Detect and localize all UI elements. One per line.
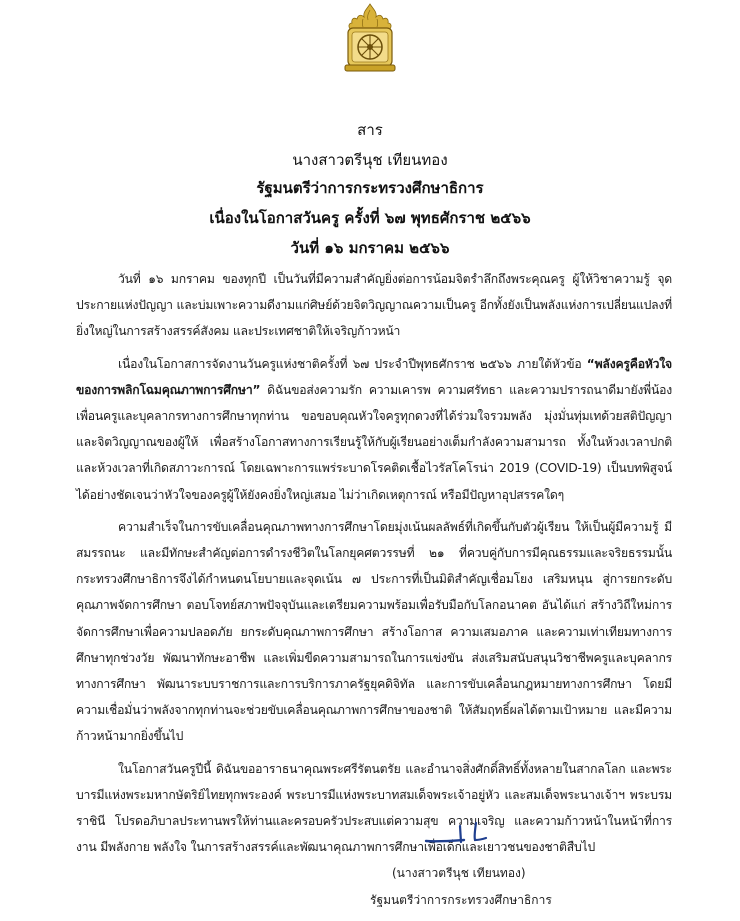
sender-name: นางสาวตรีนุช เทียนทอง [292, 151, 448, 169]
paragraph-2-rest: ดิฉันขอส่งความรัก ความเคารพ ความศรัทธา และความปรารถนาดีมายังพี่น้องเพื่อนครูและบุคลากรทางการศึกษาทุกท่าน ขอขอบคุณหัวใจครูทุกดวงที่ได้ร่วมใจรวมพลัง มุ่งมั่นทุ่มเทด้วยสติปัญญาและจิตวิญญาณของผู้ให้ เพื่อสร้างโอกาสทางการเรียนรู้ให้กับผู้เรียนอย่างเต็มกำลังความสามารถ ทั้งในห้วงเวลาปกติและห้วงเวลาที่เกิดสภาวะการณ์ โดยเฉพาะการแพร่ระบาดโรคติดเชื้อไวรัสโคโรน่า 2019 (COVID-19) เป็นบทพิสูจน์ได้อย่างชัดเจนว่าหัวใจของครูผู้ให้ยังคงยิ่งใหญ่เสมอ ไม่ว่าเกิดเหตุการณ์ หรือมีปัญหาอุปสรรคใดๆ [76, 382, 672, 502]
date-line: วันที่ ๑๖ มกราคม ๒๕๖๖ [290, 239, 450, 257]
paragraph-3: ความสำเร็จในการขับเคลื่อนคุณภาพทางการศึกษาโดยมุ่งเน้นผลลัพธ์ที่เกิดขึ้นกับตัวผู้เรียน ให้เป็นผู้มีความรู้ มีสมรรถนะ และมีทักษะสำคัญต่อการดำรงชีวิตในโลกยุคศตวรรษที่ ๒๑ ที่ควบคู่กับการมีคุณธรรมและจริยธรรมนั้น กระทรวงศึกษาธิการจึงได้กำหนดนโยบายและจุดเน้น ๗ ประการที่เป็นมิติสำคัญเชื่อมโยง เสริมหนุน สู่การยกระดับคุณภาพจัดการศึกษา ตอบโจทย์สภาพปัจจุบันและเตรียมความพร้อมเพื่อรับมือกับโลกอนาคต อันได้แก่ สร้างวิถีใหม่การจัดการศึกษาเพื่อความปลอดภัย ยกระดับคุณภาพการศึกษา สร้างโอกาส ความเสมอภาค และความเท่าเทียมทางการศึกษาทุกช่วงวัย พัฒนาทักษะอาชีพ และเพิ่มขีดความสามารถในการแข่งขัน ส่งเสริมสนับสนุนวิชาชีพครูและบุคลากรทางการศึกษา พัฒนาระบบราชการและการบริการภาครัฐยุคดิจิทัล และการขับเคลื่อนกฎหมายทางการศึกษา โดยมีความเชื่อมั่นว่าพลังจากทุกท่านจะช่วยขับเคลื่อนคุณภาพการศึกษาของชาติ ให้สัมฤทธิ์ผลได้ตามเป้าหมาย และมีความก้าวหน้ามากยิ่งขึ้นไป [76, 519, 672, 744]
ministry-of-education-emblem-icon [341, 2, 399, 72]
occasion-line: เนื่องในโอกาสวันครู ครั้งที่ ๖๗ พุทธศักราช ๒๕๖๖ [209, 209, 531, 227]
document-title: สาร [357, 121, 383, 139]
paragraph-2-intro: เนื่องในโอกาสการจัดงานวันครูแห่งชาติครั้งที่ ๖๗ ประจำปีพุทธศักราช ๒๕๖๖ ภายใต้หัวข้อ [118, 356, 587, 371]
signatory-position: รัฐมนตรีว่าการกระทรวงศึกษาธิการ [370, 893, 552, 907]
paragraph-1: วันที่ ๑๖ มกราคม ของทุกปี เป็นวันที่มีความสำคัญยิ่งต่อการน้อมจิตรำลึกถึงพระคุณครู ผู้ให้วิชาความรู้ จุดประกายแห่งปัญญา และบ่มเพาะความดีงามแก่ศิษย์ด้วยจิตวิญญาณความเป็นครู อีกทั้งยังเป็นพลังแห่งการเปลี่ยนแปลงที่ยิ่งใหญ่ในการสร้างสรรค์สังคม และประเทศชาติให้เจริญก้าวหน้า [76, 272, 672, 339]
theme-quote: “พลังครูคือหัวใจของการพลิกโฉมคุณภาพการศึกษา” [76, 356, 672, 397]
paragraph-4: ในโอกาสวันครูปีนี้ ดิฉันขออาราธนาคุณพระศรีรัตนตรัย และอำนาจสิ่งศักดิ์สิทธิ์ทั้งหลายในสากลโลก และพระบารมีแห่งพระมหากษัตริย์ไทยทุกพระองค์ พระบารมีแห่งพระบาทสมเด็จพระเจ้าอยู่หัว และสมเด็จพระนางเจ้าฯ พระบรมราชินี โปรดอภิบาลประทานพรให้ท่านและครอบครัวประสบแต่ความสุข ความเจริญ และความก้าวหน้าในหน้าที่การงาน มีพลังกาย พลังใจ ในการสร้างสรรค์และพัฒนาคุณภาพการศึกษาเพื่อเด็กและเยาวชนของชาติสืบไป [76, 761, 672, 855]
sender-position: รัฐมนตรีว่าการกระทรวงศึกษาธิการ [256, 179, 484, 197]
handwritten-signature-icon [424, 818, 498, 852]
signatory-name: (นางสาวตรีนุช เทียนทอง) [392, 866, 526, 880]
message-body [76, 266, 672, 866]
paragraph-2 [76, 351, 672, 508]
